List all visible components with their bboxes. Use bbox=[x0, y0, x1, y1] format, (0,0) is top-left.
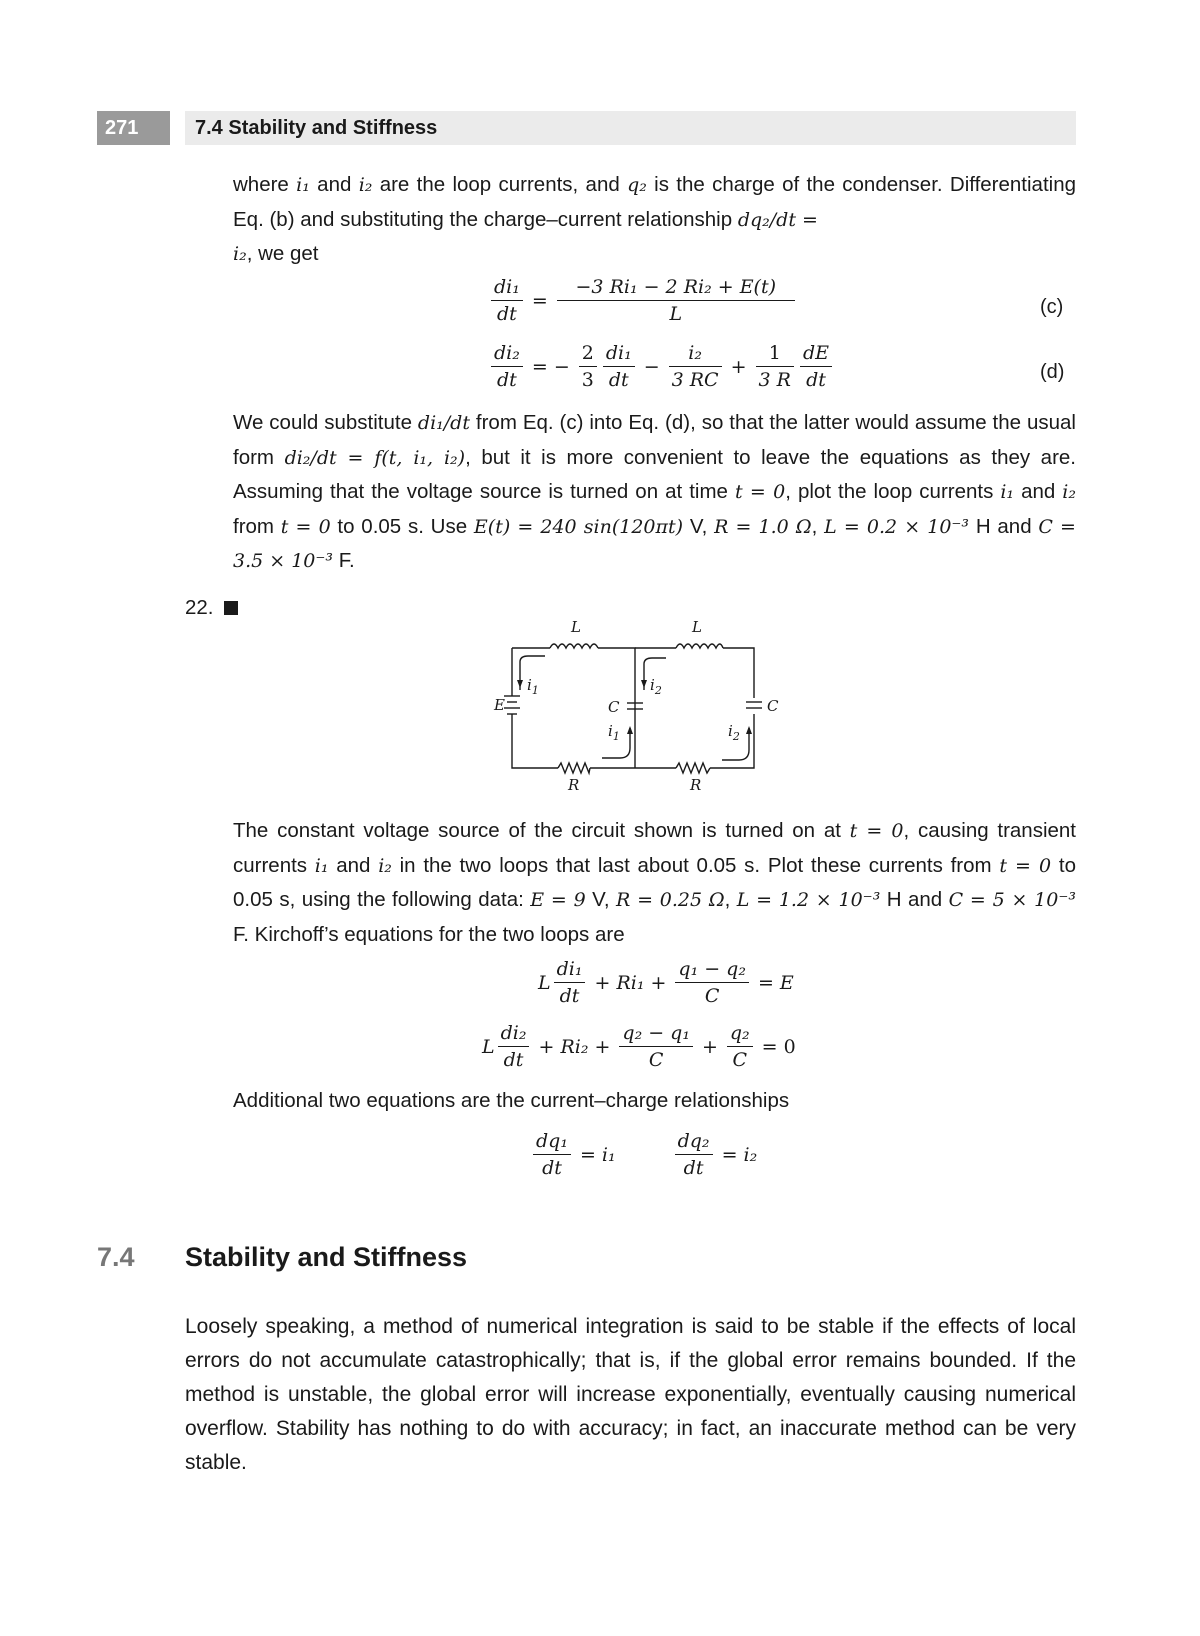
equation-label-c: (c) bbox=[1040, 296, 1064, 318]
paragraph-circuit-description: The constant voltage source of the circuit shown is turned on at t = 0, causing transient currents i₁ and i₂ in the two loops that last about 0.05 s. Plot these currents from t = 0 to 0.05 s, using the following data: E = 9 V, R = 0.25 Ω, L = 1.2 × 10⁻³ H and C = 5 × 10⁻³ F. Kirchoff’s equations for the two loops are bbox=[233, 819, 1076, 946]
current-charge-equations: $\frac{\text{dq₁}}{dt}$ = i₁ $\frac{\text{dq₂}}{dt}$ = i₂ bbox=[530, 1128, 763, 1181]
paragraph-loop-currents: where i₁ and i₂ are the loop currents, and q₂ is the charge of the condenser. Differentiating Eq. (b) and substituting the charge–current relationship dq₂/dt = i₂, we get bbox=[233, 173, 1077, 265]
equation-c: $\frac{\text{di₁}}{dt}$ = $\frac{\text{−3 Ri₁ − 2 Ri₂ + E(t)}}{L}$ bbox=[488, 274, 798, 327]
section-number: 7.4 bbox=[97, 1242, 135, 1272]
running-title: 7.4 Stability and Stiffness bbox=[185, 111, 1076, 145]
resistor-label-right: R bbox=[690, 776, 702, 794]
resistor-label-left: R bbox=[568, 776, 580, 794]
current-label-i1-top: $i_1$ bbox=[527, 676, 539, 697]
problem-marker-icon bbox=[224, 601, 238, 615]
inductor-label-left: L bbox=[571, 618, 581, 636]
kirchhoff-equation-1: L $\frac{\text{di₁}}{dt}$ + Ri₁ + $\frac{\text{q₁ − q₂}}{C}$ = E bbox=[538, 958, 794, 1007]
current-label-i1-bottom: $i_1$ bbox=[608, 722, 620, 743]
current-label-i2-bottom: $i_2$ bbox=[728, 722, 740, 743]
capacitor-label-mid: C bbox=[608, 698, 620, 716]
kirchhoff-equation-2: L $\frac{\text{di₂}}{dt}$ + Ri₂ + $\frac{\text{q₂ − q₁}}{C}$ + $\frac{\text{q₂}}{C}$ = 0 bbox=[482, 1022, 796, 1071]
capacitor-label-right: C bbox=[767, 697, 779, 715]
paragraph-substitution: We could substitute di₁/dt from Eq. (c) into Eq. (d), so that the latter would assume the usual form di₂/dt = f(t, i₁, i₂), but it is more convenient to leave the equations as they are. Assuming that the voltage source is turned on at time t = 0, plot the loop currents i₁ and i₂ from t = 0 to 0.05 s. Use E(t) = 240 sin(120πt) V, R = 1.0 Ω, L = 0.2 × 10⁻³ H and C = 3.5 × 10⁻³ F. bbox=[233, 411, 1077, 572]
equation-d: $\frac{\text{di₂}}{dt}$ = − $\frac{2}{3}$ $\frac{\text{di₁}}{dt}$ − $\frac{\text{i₂}}{3 RC}$ + $\frac{1}{3 R}$ $\frac{dE}{dt}$ bbox=[488, 340, 835, 393]
inductor-label-right: L bbox=[692, 618, 702, 636]
problem-number: 22. bbox=[185, 596, 238, 620]
section-body: Loosely speaking, a method of numerical integration is said to be stable if the effects of local errors do not accumulate catastrophically; that is, if the global error remains bounded. If the method is unstable, the global error will increase exponentially, eventually causing numerical overflow. Stability has nothing to do with accuracy; in fact, an inaccurate method can be very stable. bbox=[185, 1315, 1076, 1474]
current-label-i2-top: $i_2$ bbox=[650, 676, 662, 697]
page-number: 271 bbox=[97, 111, 170, 145]
paragraph-current-charge: Additional two equations are the current–charge relationships bbox=[233, 1089, 790, 1112]
circuit-diagram bbox=[490, 618, 790, 798]
source-label: E bbox=[494, 696, 505, 714]
section-title: Stability and Stiffness bbox=[185, 1242, 468, 1272]
equation-label-d: (d) bbox=[1040, 361, 1065, 383]
